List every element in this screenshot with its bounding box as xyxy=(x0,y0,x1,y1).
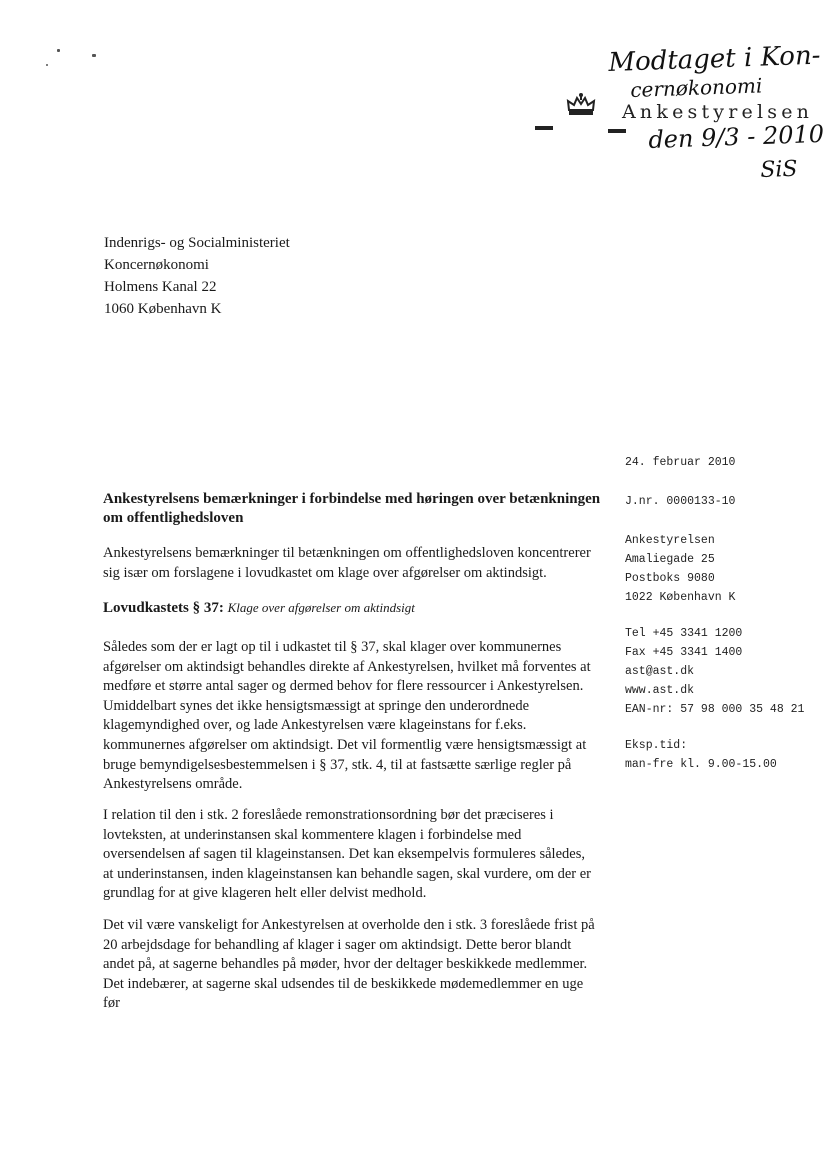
office-hours-label: Eksp.tid: xyxy=(625,739,688,752)
scan-speck xyxy=(57,49,60,52)
intro-paragraph: Ankestyrelsens bemærkninger til betænkningen om offentlighedsloven koncentrerer sig især om forslagene i lovudkastet om klage over afgørelser om aktindsigt. xyxy=(103,545,591,581)
body-paragraph: Således som der er lagt op til i udkastet til § 37, skal klager over kommunernes afgørelser om aktindsigt behandles direkte af Ankestyrelsen, hvilket må forventes at medføre et større antal sager og dermed behov for flere ressourcer i Ankestyrelsen. Umiddelbart synes det ikke hensigtsmæssigt at springe den underordnede klagemyndighed over, og lade Ankestyrelsen være klageinstans for f.eks. kommunernes afgørelser om aktindsigt. Det vil formentlig være hensigtsmæssigt at bruge bemyndigelsesbestemmelsen i § 37, stk. 4, til at fastsætte særlige regler på Ankestyrelsens område. xyxy=(103,639,591,793)
journal-number: J.nr. 0000133-10 xyxy=(625,495,736,508)
scan-speck xyxy=(92,54,96,57)
sender-address-line: Postboks 9080 xyxy=(625,572,715,585)
recipient-line: Holmens Kanal 22 xyxy=(104,279,217,295)
letter-heading: Ankestyrelsens bemærkninger i forbindelse med høringen over betænkningen om offentlighedsloven xyxy=(103,491,601,526)
handwritten-note-line2: cernøkonomi xyxy=(629,73,763,102)
body-paragraph: Det vil være vanskeligt for Ankestyrelsen at overholde den i stk. 3 foreslåede frist på 20 arbejdsdage for behandling af klager i sager om aktindsigt. Dette beror blandt andet på, at sagerne behandles på møder, hvor der deltager beskikkede medlemmer. Det indebærer, at sagerne skal udsendes til de beskikkede mødemedlemmer en uge før xyxy=(103,917,595,1012)
sender-address-line: 1022 København K xyxy=(625,591,736,604)
contact-ean: EAN-nr: 57 98 000 35 48 21 xyxy=(625,703,805,716)
sender-address xyxy=(625,531,735,607)
sender-address-line: Ankestyrelsen xyxy=(625,534,715,547)
recipient-line: Indenrigs- og Socialministeriet xyxy=(104,235,290,251)
section-title-italic: Klage over afgørelser om aktindsigt xyxy=(227,600,415,615)
agency-name: Ankestyrelsen xyxy=(622,101,814,123)
handwritten-note-line4: SiS xyxy=(759,156,798,183)
contact-fax: Fax +45 3341 1400 xyxy=(625,646,743,659)
sender-contact xyxy=(625,624,804,719)
recipient-address xyxy=(104,232,290,320)
body-paragraph: I relation til den i stk. 2 foreslåede remonstrationsordning bør det præciseres i lovteksten, at underinstansen skal kommentere klagen i forbindelse med oversendelsen af sagen til klageinstansen. Det kan eksempelvis formuleres således, at underinstansen, inden klageinstansen kan behandle sagen, skal vurdere, om der er grundlag for at give klageren helt eller delvist medhold. xyxy=(103,807,592,902)
crown-icon xyxy=(566,92,596,118)
handwritten-note-line3: den 9/3 - 2010 xyxy=(647,119,825,154)
sender-address-line: Amaliegade 25 xyxy=(625,553,715,566)
scan-speck xyxy=(46,64,48,66)
contact-website: www.ast.dk xyxy=(625,684,695,697)
handwritten-note-line1: Modtaget i Kon- xyxy=(607,40,821,78)
contact-email: ast@ast.dk xyxy=(625,665,695,678)
recipient-line: Koncernøkonomi xyxy=(104,257,209,273)
section-title-bold: Lovudkastets § 37: xyxy=(103,600,224,616)
section-title xyxy=(103,600,415,617)
letterhead-divider xyxy=(608,129,626,133)
letter-date: 24. februar 2010 xyxy=(625,456,736,469)
letterhead-divider xyxy=(535,126,553,130)
office-hours-value: man-fre kl. 9.00-15.00 xyxy=(625,758,777,771)
contact-phone: Tel +45 3341 1200 xyxy=(625,627,743,640)
office-hours xyxy=(625,736,777,774)
recipient-line: 1060 København K xyxy=(104,301,222,317)
